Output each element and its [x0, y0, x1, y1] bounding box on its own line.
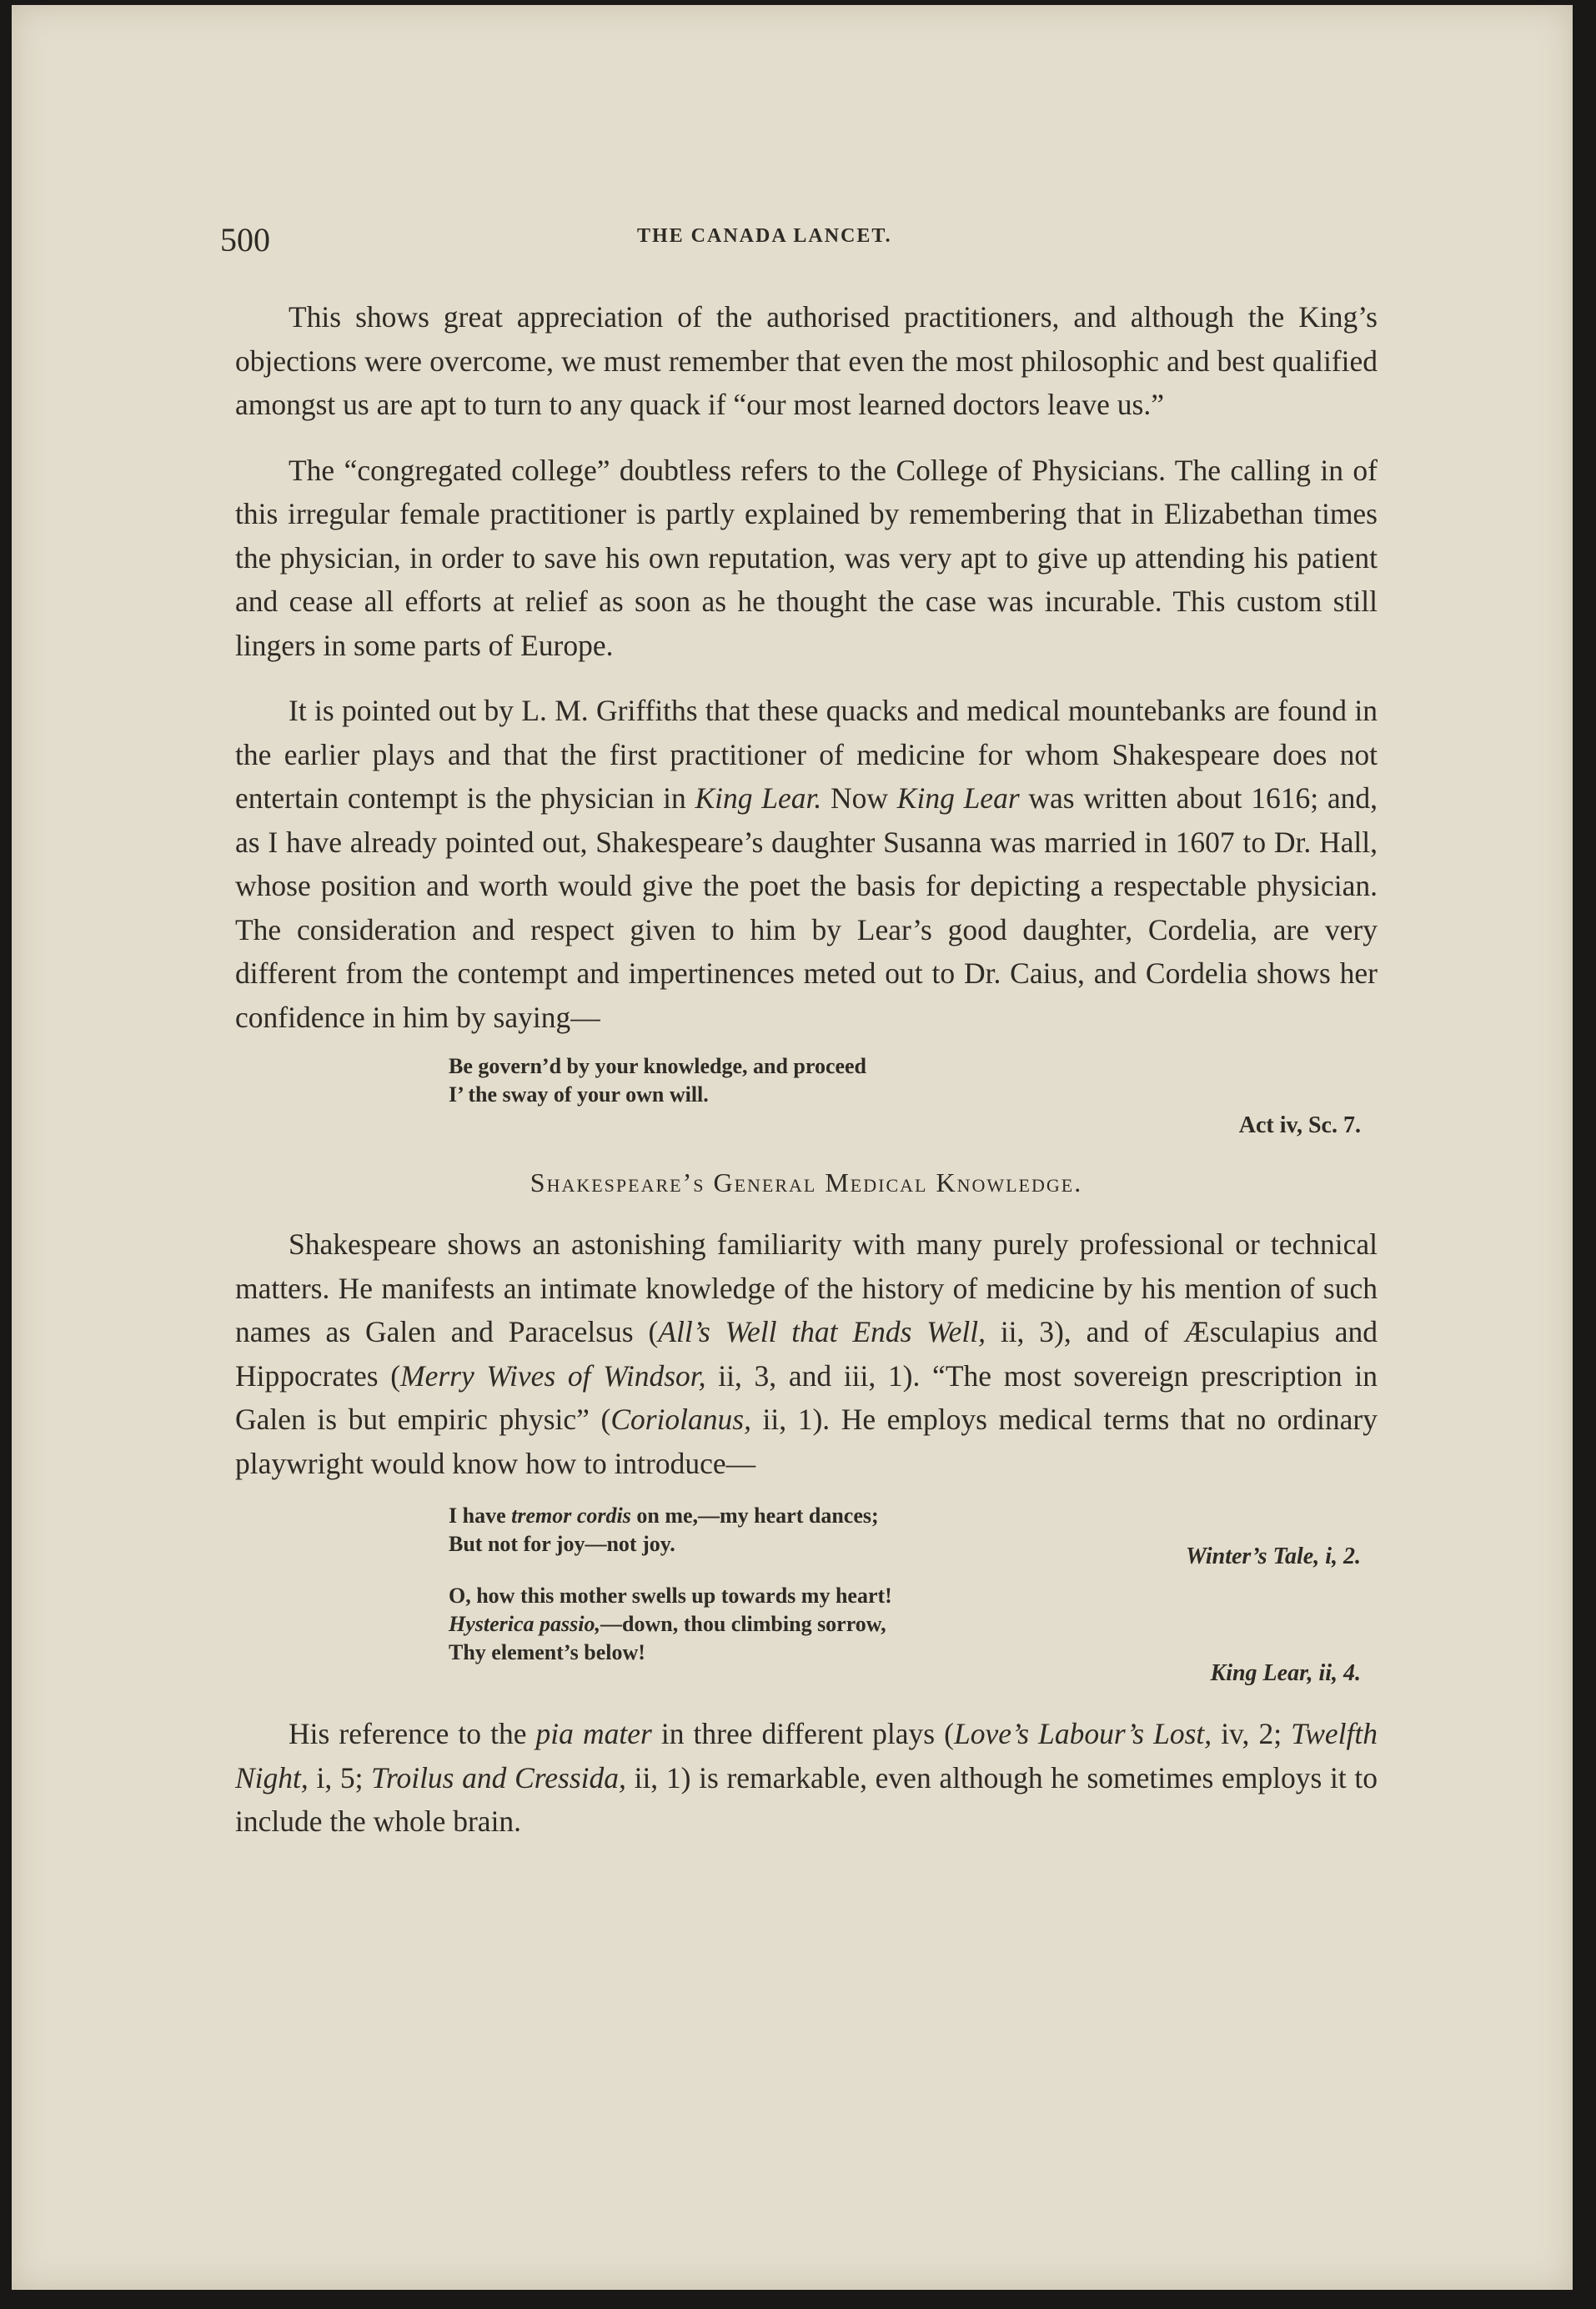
- body-text: [235, 295, 1378, 1865]
- paragraph-3-text: was written about 1616; and, as I have already pointed out, Shakespeare’s daughter Susanna was married in 1607 to Dr. Hall, whose position and worth would give the poet the basis for depicting a respectable physician. The consideration and respect given to him by Lear’s good daughter, Cordelia, are very different from the contempt and impertinences meted out to Dr. Caius, and Cordelia shows her confidence in him by saying—: [235, 781, 1378, 1034]
- play-title: Coriolanus,: [610, 1403, 751, 1436]
- page-header: [220, 220, 1388, 262]
- paragraph-4-text: ii, 3, and iii, 1). “The most sovereign prescription in Galen is but empiric physic” (: [235, 1358, 1378, 1436]
- quote-citation: Act iv, Sc. 7.: [1238, 1112, 1361, 1138]
- quote-citation: King Lear, ii, 4.: [1210, 1660, 1361, 1686]
- paragraph-4-text: Shakespeare shows an astonishing familiarity with many purely professional or technical matters. He manifests an intimate knowledge of the history of medicine by his mention of such names as Galen and Paracelsus (: [235, 1227, 1378, 1348]
- latin-term: pia mater: [535, 1717, 652, 1750]
- play-title: Merry Wives of Windsor,: [400, 1358, 706, 1393]
- quote-cordelia: [449, 1052, 1378, 1109]
- quote-line: [449, 1502, 1378, 1530]
- running-title: THE CANADA LANCET.: [637, 225, 892, 247]
- play-title: Love’s Labour’s Lost,: [953, 1717, 1212, 1750]
- quote-citation: Winter’s Tale, i, 2.: [1185, 1544, 1361, 1569]
- quote-line: [449, 1610, 1378, 1639]
- paragraph-1: This shows great appreciation of the authorised practitioners, and although the King’s objections were overcome, we must remember that even the most philosophic and best qualified amongst us are apt to turn to any quack if “our most learned doctors leave us.”: [235, 300, 1378, 421]
- latin-term: Hysterica passio,: [449, 1612, 600, 1636]
- quote-king-lear: [449, 1582, 1378, 1667]
- paragraph-4-text: ii, 1). He employs medical terms that no ordinary playwright would know how to introduce—: [235, 1403, 1378, 1480]
- play-title: Twelfth Night,: [235, 1717, 1378, 1794]
- paragraph-4: [235, 1222, 1378, 1485]
- quote-line: O, how this mother swells up towards my heart!: [449, 1584, 892, 1608]
- latin-term: tremor cordis: [511, 1503, 631, 1528]
- paragraph-4-text: ii, 3), and of Æsculapius and Hippocrates (: [235, 1315, 1378, 1393]
- quote-text: on me,—my heart dances;: [630, 1503, 879, 1528]
- paragraph-5-text: ii, 1) is remarkable, even although he sometimes employs it to include the whole brain.: [235, 1760, 1378, 1838]
- paragraph-5-text: His reference to the: [289, 1717, 536, 1750]
- quote-line: Thy element’s below!: [449, 1640, 645, 1664]
- play-title: All’s Well that Ends Well,: [658, 1315, 986, 1348]
- paragraph-3-text: Now: [821, 781, 897, 815]
- play-title-king-lear: King Lear: [896, 781, 1020, 815]
- paragraph-5-text: in three different plays (: [651, 1717, 954, 1750]
- section-heading: Shakespeare’s General Medical Knowledge.: [529, 1167, 1083, 1197]
- quote-text: —down, thou climbing sorrow,: [600, 1612, 886, 1636]
- paragraph-5-text: iv, 2;: [1212, 1717, 1292, 1750]
- quote-line: But not for joy—not joy.: [449, 1532, 675, 1556]
- page-number: 500: [220, 221, 270, 259]
- paragraph-3-text: It is pointed out by L. M. Griffiths that these quacks and medical mountebanks are found in the earlier plays and that the first practitioner of medicine for whom Shakespeare does not entertain contempt is the physician in: [235, 694, 1378, 815]
- paragraph-3: [235, 689, 1378, 1039]
- paragraph-2: The “congregated college” doubtless refers to the College of Physicians. The calling in of this irregular female practitioner is partly explained by remembering that in Elizabethan times the physician, in order to save his own reputation, was very apt to give up attending his patient and cease all efforts at relief as soon as he thought the case was incurable. This custom still lingers in some parts of Europe.: [235, 453, 1378, 662]
- quote-text: I have: [449, 1503, 512, 1528]
- quote-line: Be govern’d by your knowledge, and proceed: [449, 1054, 867, 1078]
- paragraph-5-text: i, 5;: [308, 1760, 372, 1794]
- quote-line: I’ the sway of your own will.: [449, 1082, 709, 1107]
- book-page: [12, 5, 1573, 2290]
- play-title-king-lear: King Lear.: [695, 781, 822, 815]
- play-title: Troilus and Cressida,: [371, 1760, 626, 1794]
- paragraph-5: [235, 1712, 1378, 1844]
